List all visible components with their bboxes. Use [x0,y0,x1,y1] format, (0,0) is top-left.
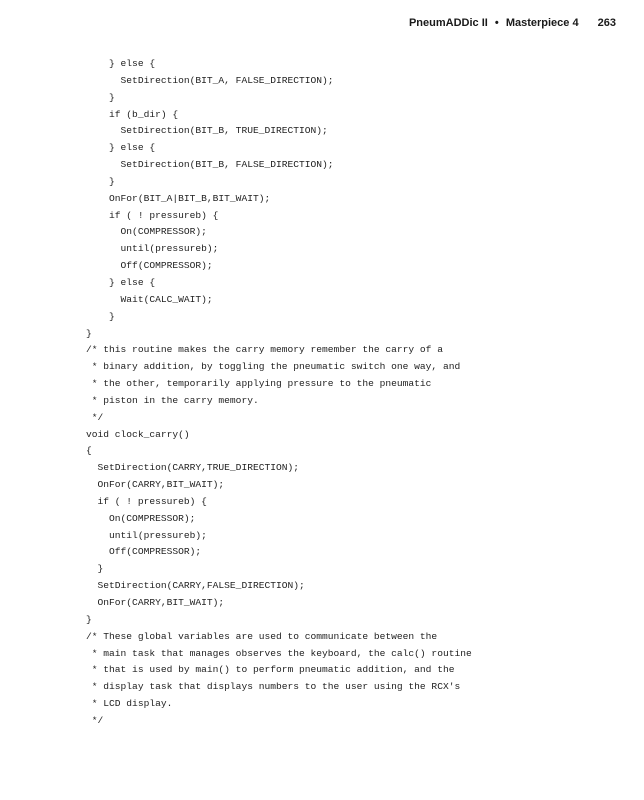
code-line: * main task that manages observes the keyboard, the calc() routine [86,647,472,659]
code-line: On(COMPRESSOR); [86,512,196,524]
code-line: if ( ! pressureb) { [86,209,219,221]
code-line: SetDirection(BIT_B, FALSE_DIRECTION); [86,159,334,171]
code-line: * binary addition, by toggling the pneumatic switch one way, and [86,361,461,373]
header-bullet: • [494,17,499,29]
code-line: * piston in the carry memory. [86,394,259,406]
running-head [409,17,616,29]
code-line: /* These global variables are used to communicate between the [86,630,438,642]
code-line: until(pressureb); [86,243,219,255]
code-line: if (b_dir) { [86,108,179,120]
code-listing [86,56,472,730]
code-line: * that is used by main() to perform pneumatic addition, and the [86,664,455,676]
code-line: } [86,310,115,322]
code-line: SetDirection(CARRY,TRUE_DIRECTION); [86,462,300,474]
code-line: * LCD display. [86,698,173,710]
code-line: * display task that displays numbers to the user using the RCX's [86,681,461,693]
code-line: } [86,327,92,339]
code-line: On(COMPRESSOR); [86,226,207,238]
code-line: } [86,563,104,575]
code-line: { [86,445,92,457]
code-line: */ [86,411,104,423]
code-line: OnFor(BIT_A|BIT_B,BIT_WAIT); [86,192,271,204]
code-line: SetDirection(BIT_A, FALSE_DIRECTION); [86,74,334,86]
code-line: Wait(CALC_WAIT); [86,293,213,305]
code-line: } [86,613,92,625]
code-line: } else { [86,58,156,69]
code-line: /* this routine makes the carry memory remember the carry of a [86,344,443,356]
code-line: until(pressureb); [86,529,207,541]
code-line: OnFor(CARRY,BIT_WAIT); [86,479,225,491]
code-line: OnFor(CARRY,BIT_WAIT); [86,597,225,608]
code-line: } else { [86,276,156,288]
code-line: SetDirection(CARRY,FALSE_DIRECTION); [86,580,305,592]
code-line: */ [86,714,104,726]
code-line: SetDirection(BIT_B, TRUE_DIRECTION); [86,125,328,137]
code-line: Off(COMPRESSOR); [86,260,213,272]
code-line: } else { [86,142,156,154]
page-number: 263 [597,17,616,29]
code-line: void clock_carry() [86,428,190,440]
code-line: Off(COMPRESSOR); [86,546,202,558]
code-line: } [86,175,115,187]
code-line: if ( ! pressureb) { [86,495,207,507]
code-line: * the other, temporarily applying pressure to the pneumatic [86,378,432,390]
code-line: } [86,91,115,103]
chapter-title: Masterpiece 4 [505,17,579,29]
book-title: PneumADDic II [408,17,488,29]
